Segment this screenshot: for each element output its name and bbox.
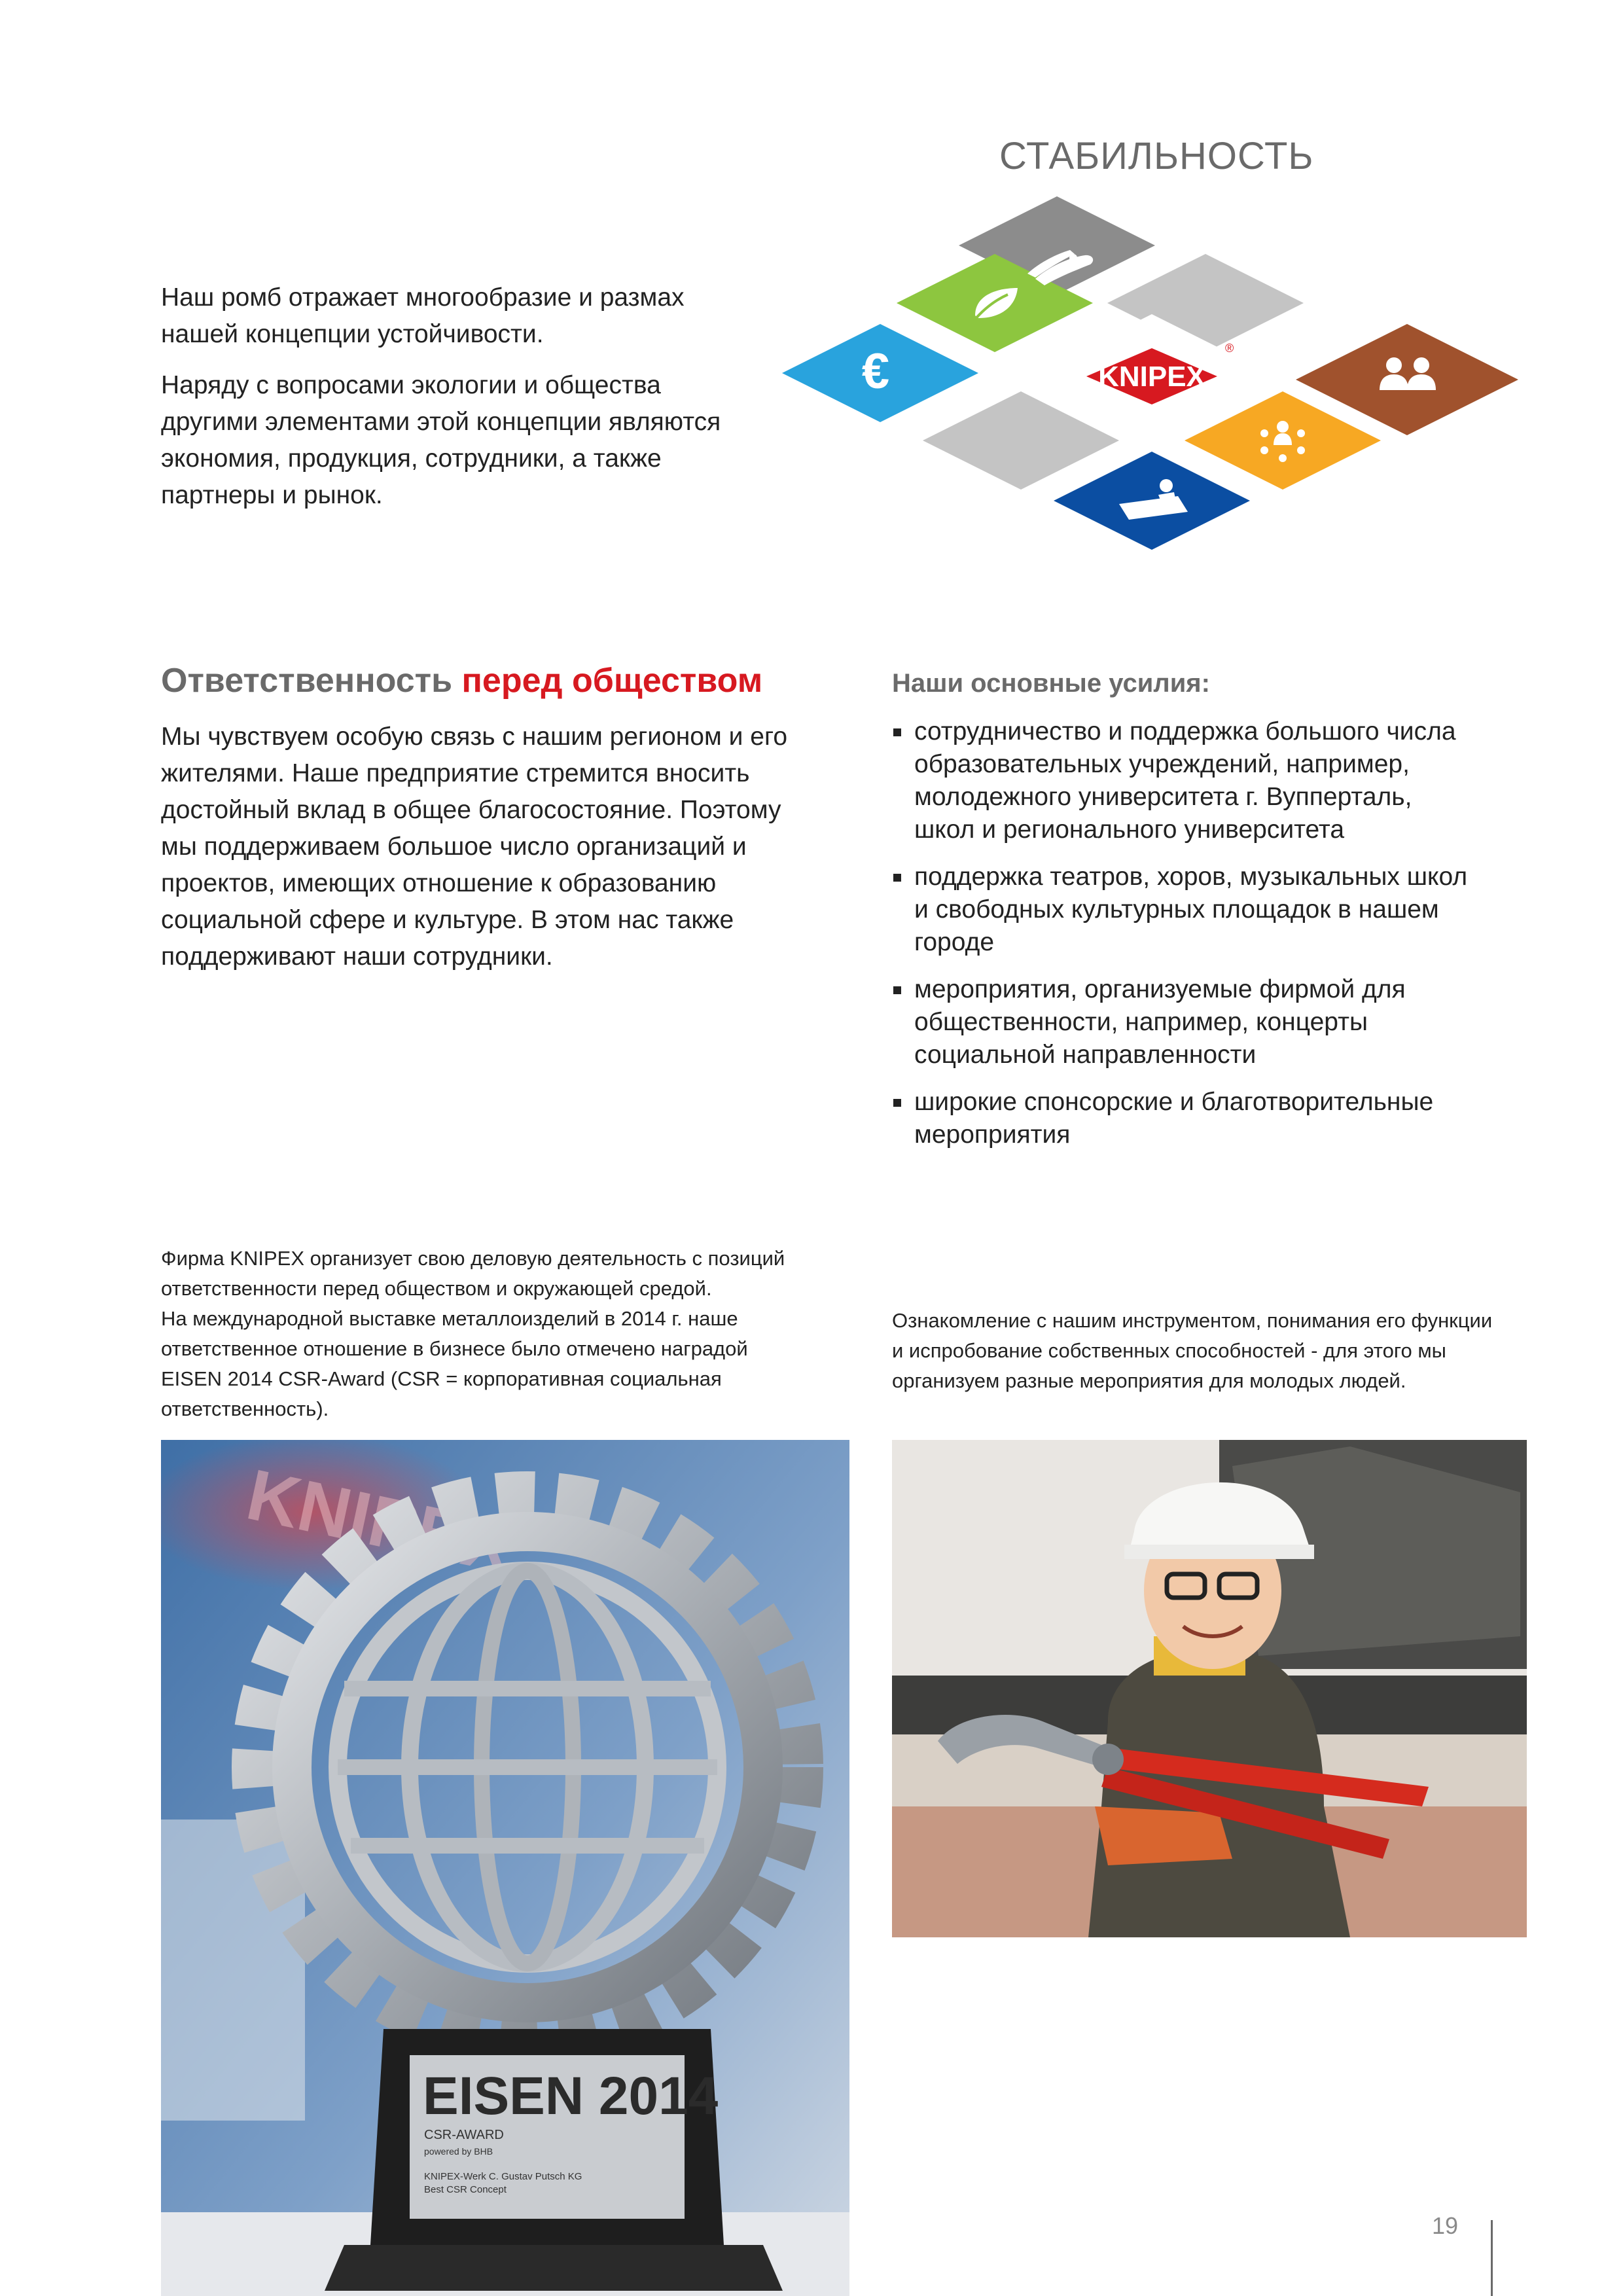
award-caption-line: Фирма KNIPEX организует свою деловую деятельность с позиций: [161, 1247, 785, 1270]
section-title: СТАБИЛЬНОСТЬ: [999, 135, 1314, 177]
award-caption: [161, 1244, 855, 1424]
plaque-line: powered by BHB: [424, 2146, 493, 2157]
euro-icon: €: [861, 344, 890, 399]
plaque-line: Best CSR Concept: [424, 2184, 507, 2195]
youth-photo: [892, 1440, 1527, 1937]
award-banner-text: KNIPEX: [240, 1454, 520, 1589]
efforts-item: сотрудничество и поддержка большого числа образовательных учреждений, например, молодежного университета г. Вупперталь, школ и регионального университета: [892, 715, 1468, 846]
youth-caption-line: Ознакомление с нашим инструментом, понимания его функции: [892, 1309, 1493, 1332]
youth-caption-line: и испробование собственных способностей - для этого мы: [892, 1339, 1446, 1362]
intro-paragraph-1: Наш ромб отражает многообразие и размах нашей концепции устойчивости.: [161, 283, 685, 348]
award-caption-line: На международной выставке металлоизделий в 2014 г. наше: [161, 1307, 738, 1330]
intro-paragraph-2: Наряду с вопросами экологии и общества другими элементами этой концепции являются экономия, продукция, сотрудники, а также партнеры и рынок.: [161, 371, 721, 509]
responsibility-title-prefix: Ответственность: [161, 662, 462, 700]
intro-text: [161, 279, 763, 514]
responsibility-title-accent: перед обществом: [461, 662, 763, 700]
registered-mark: ®: [1225, 342, 1234, 355]
award-caption-line: ответственное отношение в бизнесе было отмечено наградой: [161, 1337, 748, 1360]
award-caption-line: ответственность).: [161, 1397, 329, 1420]
efforts-item: мероприятия, организуемые фирмой для общественности, например, концерты социальной направленности: [892, 973, 1468, 1071]
efforts-item: поддержка театров, хоров, музыкальных школ и свободных культурных площадок в нашем городе: [892, 861, 1468, 959]
plaque-line: CSR-AWARD: [424, 2128, 504, 2142]
award-caption-line: EISEN 2014 CSR-Award (CSR = корпоративная социальная: [161, 1367, 722, 1390]
award-caption-line: ответственности перед обществом и окружающей средой.: [161, 1277, 712, 1300]
sustainability-diamond: [779, 190, 1551, 569]
youth-caption: [892, 1306, 1553, 1396]
efforts-list: [892, 715, 1468, 1166]
efforts-title: Наши основные усилия:: [892, 669, 1210, 698]
plaque-title: EISEN 2014: [423, 2066, 719, 2126]
plaque-line: KNIPEX-Werk C. Gustav Putsch KG: [424, 2171, 582, 2182]
responsibility-body: Мы чувствуем особую связь с нашим регионом и его жителями. Наше предприятие стремится вносить достойный вклад в общее благосостояние. Поэтому мы поддерживаем большое число организаций и проектов, имеющих отношение к образованию социальной сфере и культуре. В этом нас также поддерживают наши сотрудники.: [161, 723, 788, 971]
responsibility-title: [161, 661, 762, 700]
page-number: 19: [1432, 2212, 1459, 2239]
efforts-item: широкие спонсорские и благотворительные мероприятия: [892, 1086, 1468, 1151]
page-rule: [1491, 2220, 1493, 2296]
knipex-logo-text: KNIPEX: [1098, 361, 1205, 393]
award-photo: [161, 1440, 849, 2296]
youth-caption-line: организуем разные мероприятия для молодых людей.: [892, 1369, 1406, 1392]
